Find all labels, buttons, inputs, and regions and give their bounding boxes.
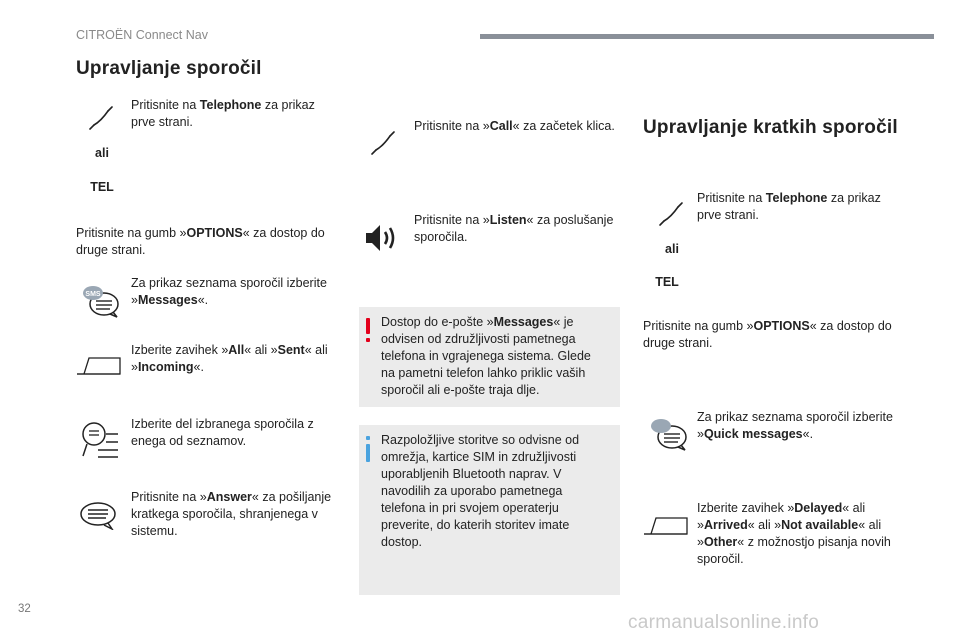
step-tabs: Izberite zavihek »Delayed« ali »Arrived« ali »Not available« ali »Other« z možnostjo pisanja novih sporočil.	[697, 501, 891, 566]
step-call: Pritisnite na »Call« za začetek klica.	[414, 119, 615, 133]
section-heading-messages: Upravljanje sporočil	[76, 58, 262, 79]
tel-label: TEL	[90, 180, 114, 194]
step-select-part: Izberite del izbranega sporočila z enega od seznamov.	[131, 417, 314, 448]
page-number: 32	[18, 603, 31, 615]
phone-handset-icon	[368, 128, 398, 158]
warning-text: Dostop do e-pošte »Messages« je odvisen od združljivosti pametnega telefona in vgrajenega sistema. Glede na pametni telefon lahko priklic vaših sporočil ali e-pošte traja dlje.	[381, 315, 591, 397]
step-options: Pritisnite na gumb »OPTIONS« za dostop do druge strani.	[643, 319, 892, 350]
running-header: CITROËN Connect Nav	[76, 28, 208, 42]
phone-handset-icon	[656, 199, 686, 229]
sms-bubble-icon	[648, 416, 690, 452]
step-quick-messages: Za prikaz seznama sporočil izberite »Quick messages«.	[697, 410, 893, 441]
watermark: carmanualsonline.info	[628, 612, 820, 633]
warning-icon	[364, 318, 372, 344]
step-options: Pritisnite na gumb »OPTIONS« za dostop do druge strani.	[76, 226, 325, 257]
sms-bubble-icon	[80, 283, 122, 319]
ali-label: ali	[95, 146, 109, 160]
tab-icon	[76, 356, 122, 376]
svg-text:SMS: SMS	[85, 291, 101, 298]
message-bubble-icon	[78, 500, 118, 530]
step-tabs: Izberite zavihek »All« ali »Sent« ali »Incoming«.	[131, 343, 328, 374]
speaker-icon	[364, 222, 400, 254]
message-list-icon	[80, 420, 120, 460]
tel-label: TEL	[655, 275, 679, 289]
step-telephone: Pritisnite na Telephone za prikaz prve strani.	[131, 98, 315, 129]
info-icon	[364, 436, 372, 462]
header-bar	[480, 34, 934, 39]
ali-label: ali	[665, 242, 679, 256]
step-listen: Pritisnite na »Listen« za poslušanje sporočila.	[414, 213, 614, 244]
info-text: Razpoložljive storitve so odvisne od omrežja, kartice SIM in združljivosti uporabljenih Bluetooth naprav. V navodilih za uporabo pametnega telefona in pri svojem operaterju preverite, do katerih storitev imate dostop.	[381, 433, 580, 549]
tab-icon	[643, 516, 689, 536]
step-telephone: Pritisnite na Telephone za prikaz prve strani.	[697, 191, 881, 222]
section-heading-quick-messages: Upravljanje kratkih sporočil	[643, 117, 898, 138]
step-answer: Pritisnite na »Answer« za pošiljanje kratkega sporočila, shranjenega v sistemu.	[131, 490, 332, 538]
step-messages: Za prikaz seznama sporočil izberite »Messages«.	[131, 276, 327, 307]
phone-handset-icon	[86, 103, 116, 133]
